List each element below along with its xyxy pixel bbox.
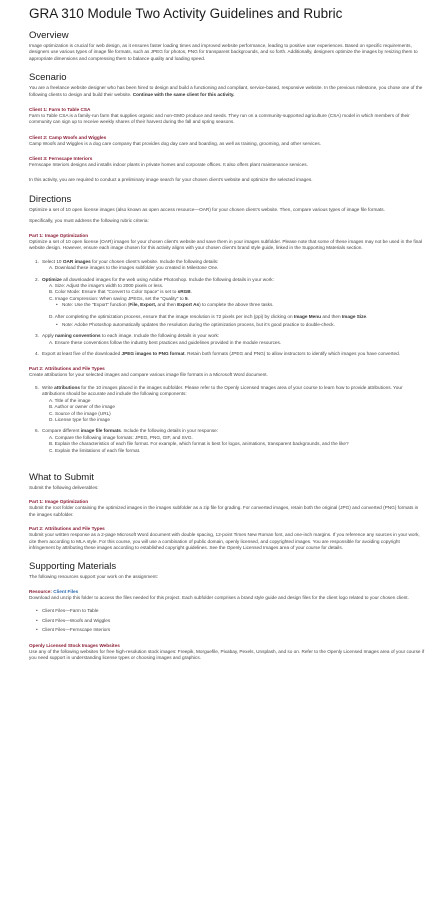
step-1-number: 1. (35, 258, 39, 264)
note-1-b: File, Export, (129, 302, 157, 308)
step-5-a: A. Title of the image (49, 397, 91, 403)
step-4-bold: JPEG images to PNG format (121, 351, 185, 357)
client-files-link[interactable]: Client Files (53, 588, 79, 594)
scenario-intro-bold: Continue with the same client for this activity. (132, 91, 235, 97)
step-1-bold: OAR images (62, 258, 91, 264)
submit-part2-title: Part 2: Attributions and File Types (29, 526, 105, 532)
step-3-text-a: Apply (42, 333, 56, 339)
step-2-d-text-2: and then (321, 313, 342, 319)
step-4-number: 4. (35, 351, 39, 357)
submit-intro: Submit the following deliverables: (29, 485, 99, 491)
part2-title: Part 2: Attributions and File Types (29, 365, 105, 371)
supporting-heading: Supporting Materials (29, 561, 117, 573)
client-2-desc: Camp Woofs and Wiggles is a dog care company that provides dog day care and boarding, as well as training, grooming, and other services. (29, 140, 321, 146)
step-2-d-text-1: D. After completing the optimization process, ensure that the image resolution is 72 pixels per inch (ppi) by clicking on (49, 313, 294, 319)
directions-intro: Optimize a set of 10 open license images (also known as open access resource—OAR) for your chosen client's website. Then, compare various types of image file formats. (29, 207, 385, 213)
bullet-icon: • (36, 627, 38, 633)
client-1-desc: Farm to Table CSA is a family-run farm that supplies organic and non-GMO produce and seeds. They run on a community-supported agriculture (CSA) model in which members of their community can sign up to receive weekly shares of their harvest during the fall and spring seasons. (29, 113, 410, 125)
step-2-d-bold-2: Image Size (341, 313, 367, 319)
step-3-bold: naming conventions (55, 333, 101, 339)
step-4-text-a: Export at least five of the downloaded (42, 351, 122, 357)
step-2-b-text: B. Color Mode: Ensure that "Convert to Color Space" is set to (49, 289, 178, 295)
step-4 (35, 351, 425, 357)
step-6-b: B. Explain the characteristics of each file format. For example, which format is best for logos, animations, transparent backgrounds, and the like? (49, 441, 349, 447)
note-2-text: Note: Adobe Photoshop automatically updates the resolution during the optimization process, but it's good practice to double-check. (62, 321, 335, 327)
resource-label: Resource: (29, 588, 54, 594)
step-2-text: all downloaded images for the web using Adobe Photoshop. Include the following details in your work: (61, 276, 274, 282)
note-1-d: Export As (177, 302, 200, 308)
stock-images-title: Openly Licensed Stock Images Websites (29, 642, 120, 648)
bullet-icon: • (36, 608, 38, 614)
step-2-b: B. Color Mode: Ensure that "Convert to Color Space" is set to sRGB. (49, 289, 192, 295)
step-5-text-a: Write (42, 384, 55, 390)
step-5-bold: attributions (54, 384, 80, 390)
resource-client-files-text: Download and unzip this folder to access the files needed for this project. Each subfolder comprises a brand style guide and design files for the client logo related to your chosen client. (29, 594, 409, 600)
step-2-c-bold: 5 (184, 295, 188, 301)
note-1-e: ) to complete the above three tasks. (199, 302, 274, 308)
step-2-note-1 (56, 302, 425, 308)
step-2-b-bold: sRGB (177, 289, 191, 295)
step-4-text-c: . Retain both formats (JPEG and PNG) to allow instructors to identify which images you have converted. (184, 351, 400, 357)
bullet-icon: • (36, 617, 38, 623)
overview-text: Image optimization is crucial for web design, as it ensures faster loading times and improved website performance, leading to positive user experiences. Based on specific requirements, designers use various types of image file formats, such as JPEG for photos, PNG for transparent backgrounds, and so forth. Additionally, designers optimize the images by resizing them to appropriate dimensions and compressing them to balance quality and loading speed. (29, 43, 418, 61)
part1-text: Optimize a set of 10 open license (OAR) images for your chosen client's website and save them in your images subfolder. Please note that some of these images may not be used in the final website design. However, ensure each image chosen for this activity aligns with your chosen client's brand style guide, linked in the Supporting Materials section. (29, 238, 423, 251)
step-3-a: A. Ensure these conventions follow the industry best practices and guidelines provided in the module resources. (49, 339, 282, 345)
step-6-number: 6. (35, 428, 39, 434)
client-3-desc: Fernscape Interiors designs and installs indoor plants in private homes and corporate offices. It also offers plant maintenance services. (29, 162, 308, 168)
page-title: GRA 310 Module Two Activity Guidelines and Rubric (29, 6, 343, 21)
supporting-intro: The following resources support your work on the assignment: (29, 574, 158, 580)
step-6-bold: image file formats (80, 428, 121, 434)
scenario-heading: Scenario (29, 72, 67, 84)
step-6-c: C. Explain the limitations of each file format. (49, 447, 141, 453)
client-3-name: Client 3: Fernscape Interiors (29, 156, 93, 162)
step-5-text-c: for the 10 images placed in the images subfolder. Please refer to the Openly Licensed Images area of your course to learn how to provide attributions. Your attributions should be accurate and include the following components: (42, 384, 403, 397)
scenario-intro (29, 85, 425, 98)
bullet-icon: • (56, 302, 58, 308)
step-2-note-2 (56, 321, 425, 328)
note-1-a: Note: Use the "Export" function ( (62, 302, 130, 308)
stock-images-text: Use any of the following websites for free high-resolution stock images: Freepik, Morguefile, Pixabay, Pexels, Unsplash, and so on. Refer to the Openly Licensed Images area of your course if you need support in understanding license types or choosing images and graphics. (29, 648, 425, 660)
list-item (36, 617, 425, 624)
step-2-d-bold-1: Image Menu (293, 313, 322, 319)
optimization-steps (35, 258, 425, 358)
step-6-text-a: Compare different (42, 428, 81, 434)
step-5 (35, 384, 425, 398)
part2-text: Create attributions for your selected images and compare various image file formats in a Microsoft Word document. (29, 371, 268, 377)
client-files-list (36, 608, 425, 633)
file-fernscape-interiors: Client Files—Fernscape Interiors (42, 627, 111, 633)
submit-heading: What to Submit (29, 472, 94, 484)
note-1-c: and then (156, 302, 178, 308)
step-2-c-text: C. Image Compression: When saving JPEGs, set the "Quality" to (49, 295, 185, 301)
step-1-text-c: for your chosen client's website. Include the following details: (90, 258, 219, 264)
step-2-bold: Optimize (42, 276, 62, 282)
step-5-d: D. License type for the image (49, 417, 110, 422)
part1-title: Part 1: Image Optimization (29, 232, 89, 238)
step-5-c: C. Source of the image (URL) (49, 410, 111, 416)
step-1-a: A. Download these images to the images subfolder you created in Milestone One. (49, 265, 219, 271)
client-1-name: Client 1: Farm to Table CSA (29, 107, 91, 113)
overview-heading: Overview (29, 30, 69, 41)
list-item (36, 608, 425, 614)
scenario-intro-text: You are a freelance website designer who has been hired to design and build a functioning and compliant, service-based, responsive website. In the previous milestone, you chose one of the following clients to design and build their website. (29, 85, 423, 97)
attribution-steps (35, 384, 425, 454)
step-3-text-c: to each image. Include the following details in your work: (100, 333, 220, 339)
step-6-a: A. Compare the following image formats: JPEG, PNG, GIF, and SVG. (49, 434, 193, 440)
file-farm-to-table: Client Files—Farm to Table (42, 608, 99, 614)
submit-part1-title: Part 1: Image Optimization (29, 499, 89, 505)
step-1-text-a: Select 10 (42, 258, 63, 264)
step-5-number: 5. (35, 384, 39, 390)
directions-heading: Directions (29, 194, 72, 206)
step-5-b: B. Author or owner of the image (49, 404, 115, 410)
bullet-icon: • (56, 321, 58, 327)
client-2-name: Client 2: Camp Woofs and Wiggles (29, 134, 107, 140)
file-woofs-and-wiggles: Client Files—Woofs and Wiggles (42, 617, 111, 623)
step-2-d: D. After completing the optimization process, ensure that the image resolution is 72 pixels per inch (ppi) by clicking on Image Menu and then Image Size. (49, 313, 368, 319)
submit-part1-text: Submit the root folder containing the optimized images in the images subfolder as a zip file for grading. For converted images, retain both the original (JPG) and converted (PNG) formats in the images subfolder. (29, 505, 419, 517)
step-2-number: 2. (35, 276, 39, 282)
submit-part2-text: Submit your written response as a 2-page Microsoft Word document with double spacing, 12-point Times New Roman font, and one-inch margins. If you reference any sources in your work, cite them according to MLA style. For this course, you will use a combination of public domain, openly licensed, and copyrighted images. You are responsible for avoiding copyright infringement by attributing these images according to established copyright guidelines. See the Openly Licensed Images area of your course for details. (29, 532, 420, 551)
directions-criteria: Specifically, you must address the following rubric criteria: (29, 218, 149, 224)
list-item (36, 627, 425, 633)
step-3-number: 3. (35, 333, 39, 339)
step-2-a: A. Size: Adjust the image's width to 2000 pixels or less. (49, 282, 164, 288)
step-6-text-c: . Include the following details in your response: (120, 428, 219, 434)
scenario-outro: In this activity, you are required to conduct a preliminary image search for your chosen client's website and optimize the selected images. (29, 176, 313, 182)
step-2-c: C. Image Compression: When saving JPEGs, set the "Quality" to 5. (49, 295, 189, 301)
